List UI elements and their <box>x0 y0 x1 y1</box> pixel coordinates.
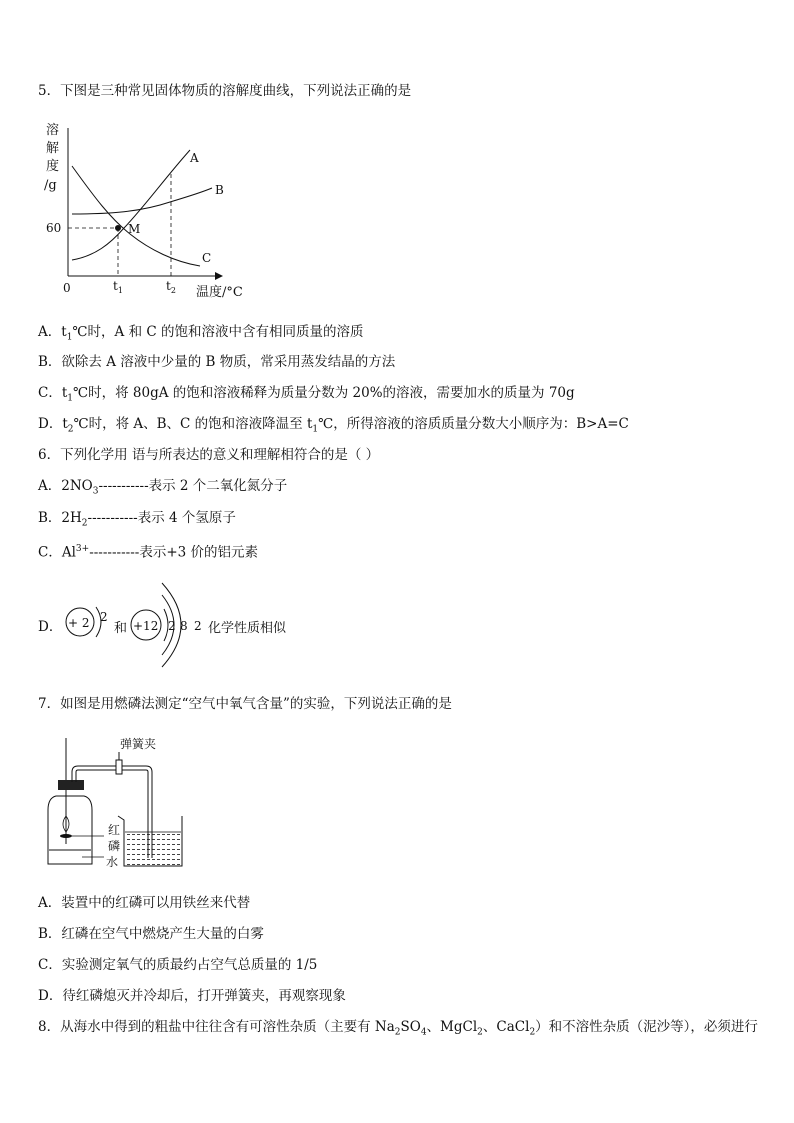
q7-option-c: C．实验测定氧气的质最约占空气总质量的 1/5 <box>38 957 318 973</box>
y-label-3: 度 <box>46 159 60 174</box>
atom1-nucleus-label: + 2 <box>68 616 90 630</box>
y-label-4: /g <box>44 178 57 193</box>
similar-text: 化学性质相似 <box>208 621 287 636</box>
q5-option-b: B．欲除去 A 溶液中少量的 B 物质，常采用蒸发结晶的方法 <box>38 354 396 370</box>
q6-option-c: C．$Al^{3+}-----------$表示+3 价的铝元素 <box>38 544 259 561</box>
q5-option-a: A．$t_1℃$时，A 和 C 的饱和溶液中含有相同质量的溶质 <box>38 324 364 343</box>
curve-b-label: B <box>215 183 224 197</box>
q7-stem: 7．如图是用燃磷法测定“空气中氧气含量”的实验，下列说法正确的是 <box>38 696 452 712</box>
q7-option-d: D．待红磷熄灭并冷却后，打开弹簧夹，再观察现象 <box>38 988 346 1004</box>
origin-label: 0 <box>63 281 71 295</box>
and-text: 和 <box>114 621 128 636</box>
point-m-label: M <box>128 222 141 236</box>
q6-option-a: A．$2NO_3-----------$表示 2 个二氧化氮分子 <box>38 478 288 497</box>
point-m <box>115 225 121 231</box>
gas-jar <box>48 796 92 864</box>
clip-label: 弹簧夹 <box>120 737 157 751</box>
q8-stem: 8．从海水中得到的粗盐中往往含有可溶性杂质（主要有 $Na_2SO_4$、MgCl$_2$、CaCl$_2$）和不溶性杂质（泥沙等），必须进行 <box>38 1019 758 1038</box>
q7-option-b: B．红磷在空气中燃烧产生大量的白雾 <box>38 926 264 942</box>
curve-c-label: C <box>202 251 212 265</box>
atom2-shell-3-count: 2 <box>194 619 202 633</box>
y-label-2: 解 <box>46 141 60 156</box>
atom2-nucleus-label: +12 <box>133 619 159 633</box>
y-tick-60: 60 <box>46 221 62 235</box>
water-label: 水 <box>106 855 119 869</box>
t2-label: $t_2$ <box>166 279 176 295</box>
q5-stem: 5．下图是三种常见固体物质的溶解度曲线，下列说法正确的是 <box>38 83 412 99</box>
t1-label: $t_1$ <box>113 279 123 295</box>
atom2-shell-2-count: 8 <box>180 619 188 633</box>
spring-clip <box>116 760 122 774</box>
phosphorus-apparatus <box>42 732 192 872</box>
curve-c <box>72 166 200 266</box>
red-label-1: 红 <box>108 823 121 837</box>
curve-b <box>72 188 212 214</box>
solubility-graph <box>40 118 260 308</box>
q5-option-d: D．$t_2℃$时，将 A、B、C 的饱和溶液降温至 $t_1℃$，所得溶液的溶质质量分数大小顺序为：B>A=C <box>38 416 629 435</box>
q6-stem: 6．下列化学用 语与所表达的意义和理解相符合的是（ ） <box>38 447 380 463</box>
curve-a-label: A <box>190 151 199 165</box>
jar-stopper <box>58 780 84 790</box>
spoon <box>60 834 72 838</box>
curve-a <box>72 150 190 260</box>
q7-option-a: A．装置中的红磷可以用铁丝来代替 <box>38 895 251 911</box>
atom1-shell-1-count: 2 <box>100 610 108 624</box>
beaker-water <box>125 832 181 865</box>
q6-option-d-prefix: D． <box>38 619 63 635</box>
red-label-2: 磷 <box>108 839 121 853</box>
y-label-1: 溶 <box>46 123 60 138</box>
q5-option-c: C．$t_1℃$时，将 80gA 的饱和溶液稀释为质量分数为 20%的溶液，需要加水的质量为 70g <box>38 385 575 404</box>
atom2-shell-1-count: 2 <box>168 619 176 633</box>
x-label: 温度/°C <box>196 285 243 300</box>
atom-structure-diagram <box>58 575 308 675</box>
q6-option-b: B．$2H_2-----------$表示 4 个氢原子 <box>38 510 236 529</box>
